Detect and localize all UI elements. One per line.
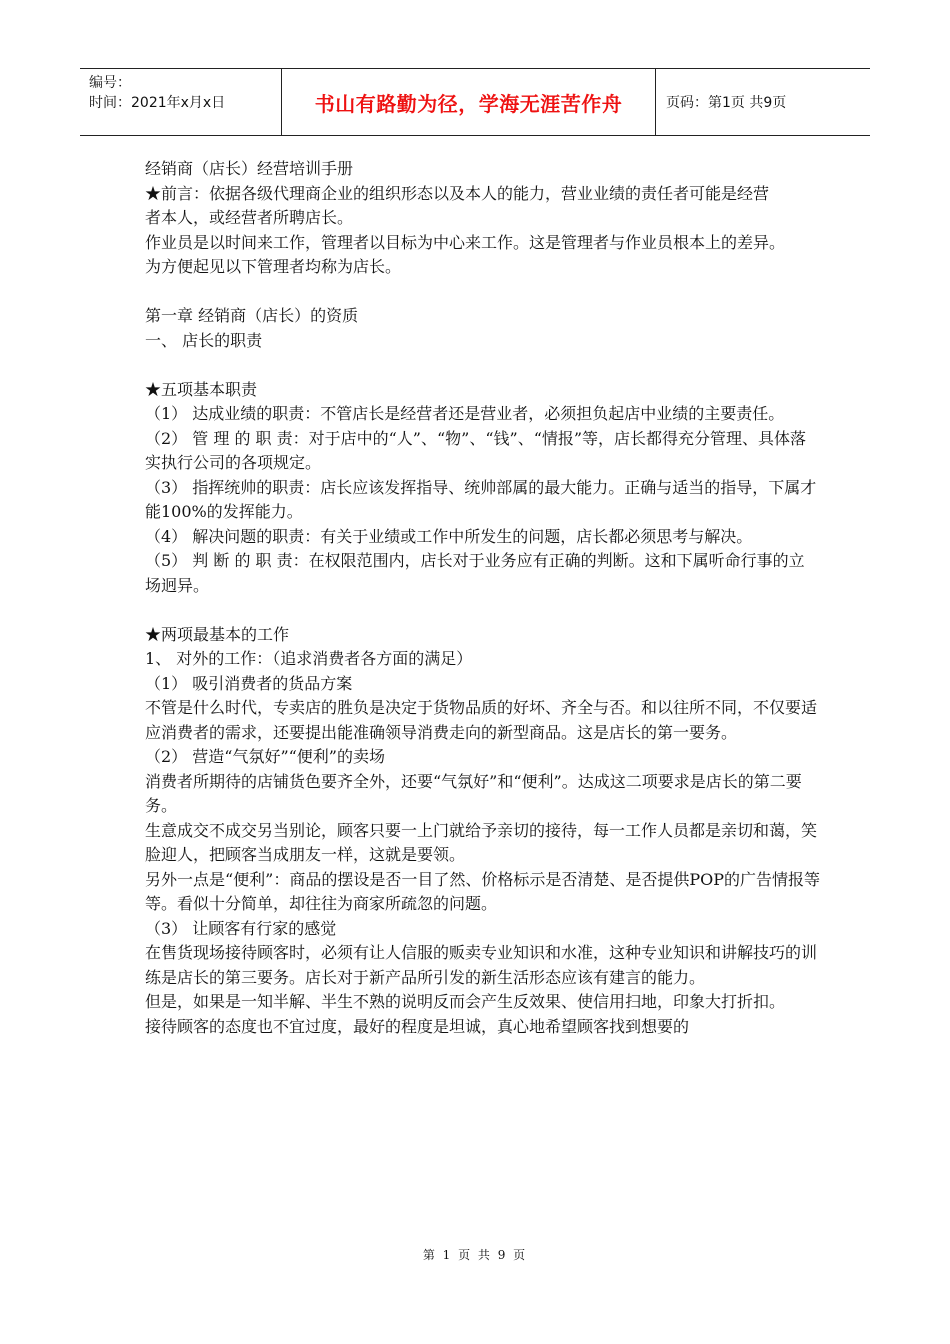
paragraph: ★两项最基本的工作 bbox=[145, 624, 290, 644]
paragraph: （2） 管 理 的 职 责：对于店中的“人”、“物”、“钱”、“情报”等，店长都得充分管理、具体落实执行公司的各项规定。 bbox=[145, 428, 807, 472]
paragraph: ★前言：依据各级代理商企业的组织形态以及本人的能力，营业业绩的责任者可能是经营 bbox=[145, 183, 770, 203]
blank-line bbox=[145, 280, 820, 305]
paragraph: 1、 对外的工作：（追求消费者各方面的满足） bbox=[145, 649, 473, 668]
paragraph: 接待顾客的态度也不宜过度，最好的程度是坦诚，真心地希望顾客找到想要的 bbox=[145, 1016, 690, 1036]
paragraph: 作业员是以时间来工作，管理者以目标为中心来工作。这是管理者与作业员根本上的差异。 bbox=[145, 232, 786, 252]
paragraph: 一、 店长的职责 bbox=[145, 330, 263, 350]
paragraph: 第一章 经销商（店长）的资质 bbox=[145, 306, 359, 325]
blank-line bbox=[145, 353, 820, 378]
header-page-code: 页码：第1页 共9页 bbox=[666, 95, 787, 111]
paragraph: （4） 解决问题的职责：有关于业绩或工作中所发生的问题，店长都必须思考与解决。 bbox=[145, 526, 753, 546]
paragraph: （5） 判 断 的 职 责：在权限范围内，店长对于业务应有正确的判断。这和下属听命行事的立场迥异。 bbox=[145, 551, 805, 595]
paragraph: 不管是什么时代，专卖店的胜负是决定于货物品质的好坏、齐全与否。和以往所不同，不仅要适应消费者的需求，还要提出能准确领导消费走向的新型商品。这是店长的第一要务。 bbox=[145, 698, 818, 742]
paragraph: （3） 让顾客有行家的感觉 bbox=[145, 918, 337, 938]
page-footer: 第 1 页 共 9 页 bbox=[422, 1248, 528, 1262]
paragraph: 但是，如果是一知半解、半生不熟的说明反而会产生反效果、使信用扫地，印象大打折扣。 bbox=[145, 992, 786, 1011]
paragraph: 为方便起见以下管理者均称为店长。 bbox=[145, 257, 402, 276]
number-label: 编号： bbox=[89, 75, 131, 91]
paragraph: 消费者所期待的店铺货色要齐全外，还要“气氛好”和“便利”。达成这二项要求是店长的第二要务。 bbox=[145, 771, 802, 815]
paragraph: ★五项基本职责 bbox=[145, 379, 258, 399]
paragraph: （1） 吸引消费者的货品方案 bbox=[145, 673, 353, 693]
paragraph: 生意成交不成交另当别论，顾客只要一上门就给予亲切的接待，每一工作人员都是亲切和蔼，笑脸迎人，把顾客当成朋友一样，这就是要领。 bbox=[145, 820, 818, 864]
time-label: 时间：2021年x月x日 bbox=[89, 95, 226, 111]
document-body bbox=[145, 157, 820, 1039]
blank-line bbox=[145, 598, 820, 623]
paragraph: （1） 达成业绩的职责：不管店长是经营者还是营业者，必须担负起店中业绩的主要责任。 bbox=[145, 404, 785, 423]
paragraph: 另外一点是“便利”：商品的摆设是否一目了然、价格标示是否清楚、是否提供POP的广告情报等等。看似十分简单，却往往为商家所疏忽的问题。 bbox=[145, 869, 821, 913]
paragraph: 经销商（店长）经营培训手册 bbox=[145, 159, 354, 178]
paragraph: （3） 指挥统帅的职责：店长应该发挥指导、统帅部属的最大能力。正确与适当的指导，下属才能100%的发挥能力。 bbox=[145, 477, 817, 521]
paragraph: （2） 营造“气氛好”“便利”的卖场 bbox=[145, 747, 385, 766]
header-meta bbox=[80, 69, 282, 135]
page-header bbox=[80, 68, 870, 136]
paragraph: 者本人，或经营者所聘店长。 bbox=[145, 208, 354, 227]
header-motto: 书山有路勤为径，学海无涯苦作舟 bbox=[282, 69, 656, 135]
paragraph: 在售货现场接待顾客时，必须有让人信服的贩卖专业知识和水准，这种专业知识和讲解技巧的训练是店长的第三要务。店长对于新产品所引发的新生活形态应该有建言的能力。 bbox=[145, 943, 818, 987]
